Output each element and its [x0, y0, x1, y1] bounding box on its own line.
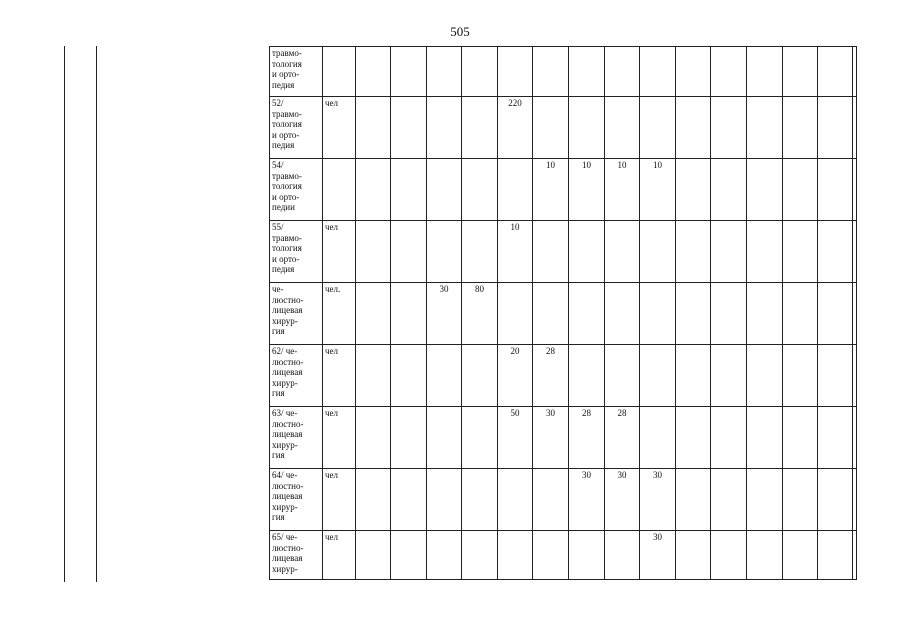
value-cell [853, 47, 857, 97]
value-cell [462, 407, 498, 469]
value-cell [783, 283, 818, 345]
row-label: 65/ че- люстно- лицевая хирур- [272, 532, 304, 574]
value-cell [605, 221, 640, 283]
value-cell [462, 97, 498, 159]
value-cell [640, 47, 676, 97]
value-cell [853, 97, 857, 159]
value-cell [747, 407, 783, 469]
value-cell [391, 47, 427, 97]
value-cell [818, 97, 853, 159]
value-cell [676, 159, 711, 221]
row-label: 63/ че- люстно- лицевая хирур- гия [272, 408, 304, 460]
value-cell [498, 47, 533, 97]
value-cell [676, 469, 711, 531]
table-row [270, 283, 857, 345]
row-label: че- люстно- лицевая хирур- гия [272, 284, 304, 336]
value-cell [783, 97, 818, 159]
value-cell [676, 221, 711, 283]
row-label-cell [270, 159, 323, 221]
value-cell [427, 531, 462, 580]
table-row [270, 345, 857, 407]
table-row [270, 469, 857, 531]
value-cell [676, 531, 711, 580]
value-cell [462, 345, 498, 407]
row-label-cell [270, 531, 323, 580]
value-cell [818, 469, 853, 531]
value-cell [356, 47, 391, 97]
value-cell [462, 469, 498, 531]
value-cell [711, 531, 747, 580]
table-row [270, 47, 857, 97]
value-cell [427, 345, 462, 407]
value-cell [783, 47, 818, 97]
row-label-cell [270, 283, 323, 345]
value-cell [569, 283, 605, 345]
value-cell: 28 [533, 345, 569, 407]
value-cell [783, 407, 818, 469]
value-cell: 30 [640, 469, 676, 531]
value-cell: 30 [640, 531, 676, 580]
value-cell [356, 407, 391, 469]
value-cell [462, 47, 498, 97]
value-cell [533, 47, 569, 97]
value-cell: 220 [498, 97, 533, 159]
value-cell [462, 531, 498, 580]
row-label: травмо- тология и орто- педия [272, 48, 302, 90]
value-cell [356, 469, 391, 531]
value-cell: 30 [605, 469, 640, 531]
value-cell [356, 531, 391, 580]
value-cell [498, 283, 533, 345]
value-cell [356, 97, 391, 159]
unit-cell: чел [323, 407, 356, 469]
value-cell [427, 159, 462, 221]
value-cell [356, 345, 391, 407]
value-cell [711, 469, 747, 531]
row-label: 54/ травмо- тология и орто- педии [272, 160, 302, 212]
table-row [270, 221, 857, 283]
value-cell: 20 [498, 345, 533, 407]
unit-cell: чел [323, 531, 356, 580]
value-cell [818, 283, 853, 345]
value-cell: 10 [605, 159, 640, 221]
value-cell [569, 345, 605, 407]
value-cell [498, 531, 533, 580]
value-cell [818, 407, 853, 469]
value-cell [427, 97, 462, 159]
row-label: 55/ травмо- тология и орто- педия [272, 222, 302, 274]
value-cell [747, 97, 783, 159]
value-cell [462, 221, 498, 283]
value-cell [853, 531, 857, 580]
value-cell [605, 97, 640, 159]
value-cell [818, 531, 853, 580]
table-row [270, 407, 857, 469]
table-row [270, 159, 857, 221]
value-cell [818, 47, 853, 97]
value-cell [569, 531, 605, 580]
value-cell [676, 283, 711, 345]
value-cell [391, 407, 427, 469]
value-cell [853, 283, 857, 345]
table-row [270, 531, 857, 580]
unit-cell [323, 159, 356, 221]
value-cell [711, 407, 747, 469]
value-cell [533, 531, 569, 580]
value-cell [356, 221, 391, 283]
row-label: 62/ че- люстно- лицевая хирур- гия [272, 346, 304, 398]
value-cell [676, 47, 711, 97]
value-cell [356, 283, 391, 345]
value-cell [605, 47, 640, 97]
value-cell [853, 407, 857, 469]
value-cell [747, 345, 783, 407]
value-cell: 28 [605, 407, 640, 469]
value-cell [747, 531, 783, 580]
row-label-cell [270, 407, 323, 469]
value-cell [498, 469, 533, 531]
value-cell: 30 [533, 407, 569, 469]
value-cell [676, 345, 711, 407]
left-margin-line-2 [96, 46, 97, 582]
unit-cell: чел [323, 345, 356, 407]
value-cell [640, 97, 676, 159]
value-cell [533, 283, 569, 345]
value-cell [605, 345, 640, 407]
value-cell [818, 159, 853, 221]
value-cell [676, 97, 711, 159]
unit-cell: чел [323, 221, 356, 283]
value-cell [605, 531, 640, 580]
value-cell [427, 407, 462, 469]
value-cell [747, 221, 783, 283]
value-cell [783, 531, 818, 580]
unit-cell: чел [323, 469, 356, 531]
value-cell: 30 [427, 283, 462, 345]
value-cell [711, 47, 747, 97]
value-cell [640, 221, 676, 283]
value-cell [605, 283, 640, 345]
value-cell [569, 221, 605, 283]
value-cell [569, 97, 605, 159]
value-cell [711, 159, 747, 221]
unit-cell: чел [323, 97, 356, 159]
value-cell [427, 469, 462, 531]
value-cell [853, 345, 857, 407]
page-number: 505 [450, 24, 470, 39]
value-cell [711, 97, 747, 159]
value-cell [356, 159, 391, 221]
value-cell [747, 159, 783, 221]
row-label: 52/ травмо- тология и орто- педия [272, 98, 302, 150]
value-cell [427, 47, 462, 97]
value-cell [640, 283, 676, 345]
value-cell [747, 283, 783, 345]
value-cell [391, 283, 427, 345]
value-cell [391, 469, 427, 531]
value-cell [391, 97, 427, 159]
table-row [270, 97, 857, 159]
value-cell [462, 159, 498, 221]
value-cell [391, 159, 427, 221]
value-cell [711, 221, 747, 283]
value-cell [783, 159, 818, 221]
row-label-cell [270, 97, 323, 159]
row-label-cell [270, 221, 323, 283]
value-cell [391, 531, 427, 580]
value-cell [818, 221, 853, 283]
value-cell: 30 [569, 469, 605, 531]
value-cell [818, 345, 853, 407]
value-cell [711, 345, 747, 407]
value-cell [747, 469, 783, 531]
value-cell: 10 [569, 159, 605, 221]
value-cell [783, 469, 818, 531]
value-cell: 10 [640, 159, 676, 221]
row-label-cell [270, 47, 323, 97]
value-cell [533, 221, 569, 283]
row-label-cell [270, 469, 323, 531]
value-cell: 80 [462, 283, 498, 345]
left-margin-line-1 [64, 46, 65, 582]
value-cell [747, 47, 783, 97]
value-cell [533, 97, 569, 159]
value-cell [533, 469, 569, 531]
data-table [269, 46, 857, 580]
value-cell [569, 47, 605, 97]
unit-cell: чел. [323, 283, 356, 345]
value-cell [498, 159, 533, 221]
row-label: 64/ че- люстно- лицевая хирур- гия [272, 470, 304, 522]
value-cell [391, 345, 427, 407]
value-cell: 28 [569, 407, 605, 469]
value-cell: 10 [498, 221, 533, 283]
value-cell [853, 159, 857, 221]
value-cell [853, 469, 857, 531]
value-cell [391, 221, 427, 283]
value-cell [427, 221, 462, 283]
value-cell: 50 [498, 407, 533, 469]
value-cell: 10 [533, 159, 569, 221]
unit-cell [323, 47, 356, 97]
value-cell [853, 221, 857, 283]
value-cell [640, 407, 676, 469]
value-cell [711, 283, 747, 345]
value-cell [783, 221, 818, 283]
value-cell [640, 345, 676, 407]
row-label-cell [270, 345, 323, 407]
value-cell [676, 407, 711, 469]
value-cell [783, 345, 818, 407]
